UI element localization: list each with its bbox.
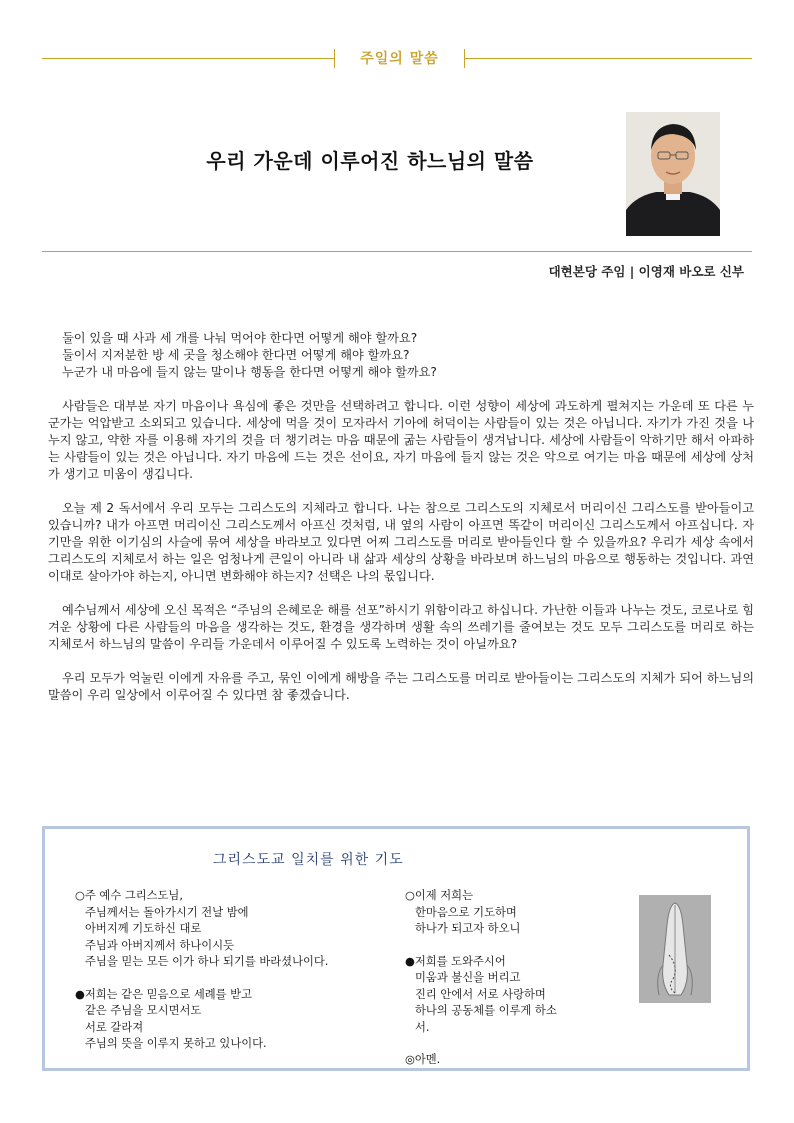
prayer-line: ○주 예수 그리스도님, bbox=[75, 889, 183, 902]
paragraph: 사람들은 대부분 자기 마음이나 욕심에 좋은 것만을 선택하려고 합니다. 이런 성향이 세상에 과도하게 펼쳐지는 가운데 또 다른 누군가는 억압받고 소외되고 있습니다. 세상에 먹을 것이 모자라서 기아에 허덕이는 사람들이 있는 것은 아닙니다. 자기가 가진 것을 나누지 않고, 약한 자를 이용해 자기의 것을 더 챙기려는 마음 때문에 굶는 사람들이 생겨납니다. 세상에 사람들이 악하기만 해서 아파하는 사람들이 있는 것은 아닙니다. 자기 마음에 드는 것은 선이요, 자기 마음에 들지 않는 것은 악으로 여기는 마음 때문에 세상에 상처가 생기고 미움이 생깁니다. bbox=[48, 399, 754, 481]
prayer-amen: ◎아멘. bbox=[405, 1053, 441, 1066]
header-rule-left bbox=[42, 58, 334, 59]
intro-line: 누군가 내 마음에 들지 않는 말이나 행동을 한다면 어떻게 해야 할까요? bbox=[62, 365, 437, 379]
prayer-line: 미움과 불신을 버리고 bbox=[415, 971, 521, 984]
header-rule-right bbox=[464, 58, 752, 59]
prayer-line: 주님과 아버지께서 하나이시듯 bbox=[85, 938, 235, 952]
priest-portrait bbox=[626, 112, 720, 236]
prayer-line: 주님께서는 돌아가시기 전날 밤에 bbox=[85, 905, 249, 919]
prayer-line: 아버지께 기도하신 대로 bbox=[85, 922, 202, 935]
prayer-title: 그리스도교 일치를 위한 기도 bbox=[213, 852, 404, 868]
section-label: 주일의 말씀 bbox=[360, 51, 439, 67]
byline: 대현본당 주임 | 이영재 바오로 신부 bbox=[548, 264, 744, 279]
prayer-line: 하나의 공동체를 이루게 하소 bbox=[415, 1004, 557, 1017]
title-rule bbox=[42, 251, 752, 252]
intro-line: 둘이서 지저분한 방 세 곳을 청소해야 한다면 어떻게 해야 할까요? bbox=[62, 348, 410, 362]
prayer-line: 서. bbox=[415, 1020, 430, 1034]
paragraph: 우리 모두가 억눌린 이에게 자유를 주고, 묶인 이에게 해방을 주는 그리스도를 머리로 받아들이는 그리스도의 지체가 되어 하느님의 말씀이 우리 일상에서 이루어질 수 있다면 참 좋겠습니다. bbox=[48, 671, 754, 702]
spacer bbox=[405, 1036, 605, 1052]
prayer-line: 한마음으로 기도하며 bbox=[415, 905, 517, 919]
prayer-line: ●저희를 도와주시어 bbox=[405, 954, 506, 968]
prayer-line: 진리 안에서 서로 사랑하며 bbox=[415, 987, 546, 1001]
prayer-line: ○이제 저희는 bbox=[405, 889, 474, 902]
prayer-line: 서로 갈라져 bbox=[85, 1020, 144, 1034]
prayer-right-column bbox=[405, 888, 605, 1069]
prayer-line: 주님을 믿는 모든 이가 하나 되기를 바라셨나이다. bbox=[85, 955, 329, 968]
paragraph: 오늘 제 2 독서에서 우리 모두는 그리스도의 지체라고 합니다. 나는 참으로 그리스도의 지체로서 머리이신 그리스도를 받아들이고 있습니까? 내가 아프면 머리이신 그리스도께서 아프신 것처럼, 내 옆의 사람이 아프면 똑같이 머리이신 그리스도께서 아프십니다. 자기만을 위한 이기심의 사슬에 묶여 세상을 바라보고 있다면 어찌 그리스도를 머리로 받아들인다 할 수 있을까요? 우리가 세상 속에서 그리스도의 지체로서 하는 일은 엄청나게 큰일이 아니라 내 삶과 세상의 상황을 바라보며 하느님의 마음으로 행동하는 것입니다. 과연 이대로 살아가야 하는지, 아니면 변화해야 하는지? 선택은 나의 몫입니다. bbox=[48, 501, 754, 583]
prayer-line: 같은 주님을 모시면서도 bbox=[85, 1004, 202, 1017]
intro-questions bbox=[48, 330, 754, 381]
article-title: 우리 가운데 이루어진 하느님의 말씀 bbox=[206, 149, 534, 173]
prayer-line: 주님의 뜻을 이루지 못하고 있나이다. bbox=[85, 1037, 267, 1050]
paragraph: 예수님께서 세상에 오신 목적은 “주님의 은혜로운 해를 선포”하시기 위함이라고 하십니다. 가난한 이들과 나누는 것도, 코로나로 힘겨운 상황에 다른 사람들의 마음을 생각하는 것도, 환경을 생각하며 생활 속의 쓰레기를 줄여보는 것도 모두 그리스도를 머리로 하는 지체로서 하느님의 말씀이 우리들 가운데서 이루어질 수 있도록 노력하는 것이 아닐까요? bbox=[48, 603, 754, 651]
intro-line: 둘이 있을 때 사과 세 개를 나눠 먹어야 한다면 어떻게 해야 할까요? bbox=[62, 331, 418, 345]
spacer bbox=[405, 938, 605, 954]
praying-hands-image bbox=[639, 895, 711, 1003]
article-body bbox=[48, 330, 754, 704]
prayer-line: ●저희는 같은 믿음으로 세례를 받고 bbox=[75, 987, 253, 1001]
spacer bbox=[75, 971, 405, 987]
prayer-left-column bbox=[75, 888, 405, 1053]
prayer-box bbox=[42, 826, 750, 1071]
prayer-line: 하나가 되고자 하오니 bbox=[415, 922, 521, 935]
